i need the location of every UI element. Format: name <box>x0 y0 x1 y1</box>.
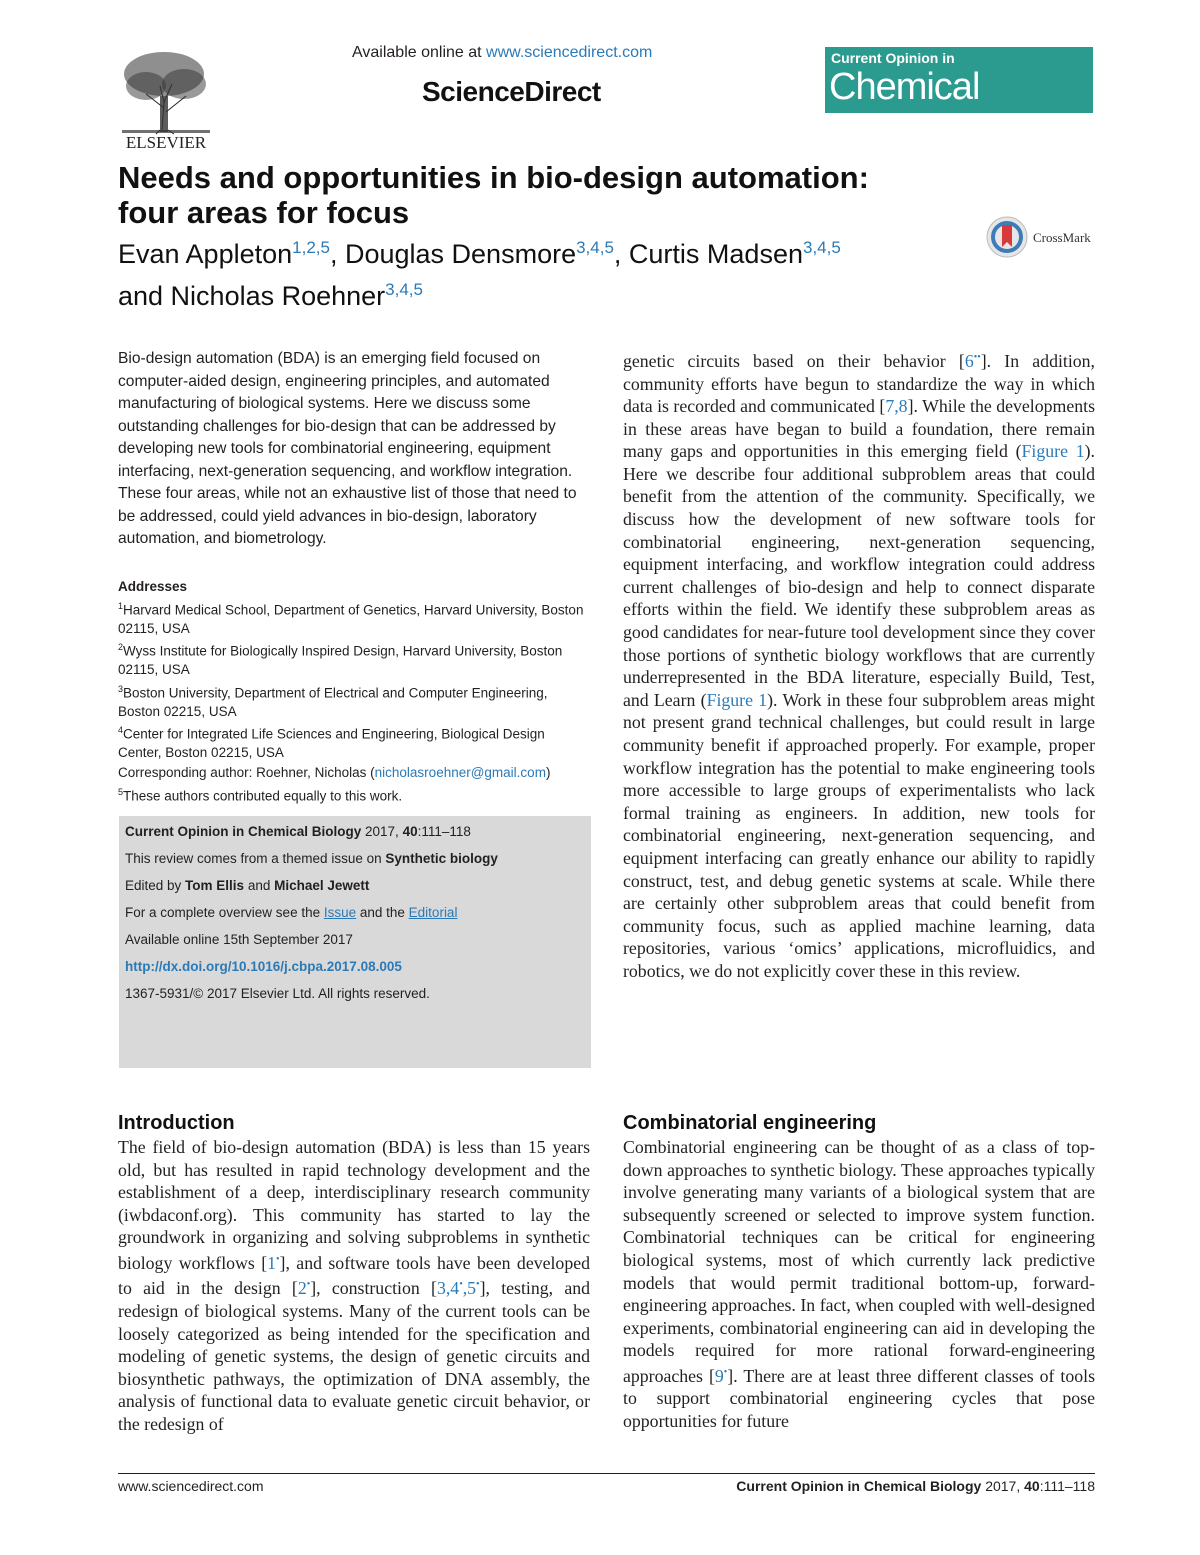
address-number: 2 <box>118 642 124 652</box>
corresponding-suffix: ) <box>545 765 551 780</box>
info-overview-and: and the <box>356 905 409 920</box>
author-affiliation[interactable]: 3,4,5 <box>385 280 423 299</box>
available-online-line <box>352 44 652 62</box>
reference-link[interactable]: 6 <box>964 350 974 371</box>
address-number: 4 <box>118 725 124 735</box>
author-name: Douglas Densmore <box>344 239 577 269</box>
address-item <box>118 680 592 722</box>
available-prefix: Available online at <box>352 44 487 61</box>
info-edited-and: and <box>244 878 275 893</box>
editorial-link[interactable]: Editorial <box>408 905 458 920</box>
footer-journal: Current Opinion in Chemical Biology <box>736 1478 982 1494</box>
reference-mark: • <box>306 1279 311 1291</box>
article-title <box>118 160 938 230</box>
info-available-online: Available online 15th September 2017 <box>125 932 353 947</box>
reference-mark: • <box>476 1279 480 1291</box>
title-line-2: four areas for focus <box>118 195 410 230</box>
address-item <box>118 597 592 639</box>
text-run: ], and software tools have been developed to aid in the design [ <box>118 1252 590 1299</box>
info-journal-line <box>125 824 471 839</box>
info-edited-prefix: Edited by <box>125 878 186 893</box>
author-affiliation[interactable]: 1,2,5 <box>292 238 330 257</box>
author-name: Curtis Madsen <box>628 239 803 269</box>
crossmark-icon <box>985 215 1033 260</box>
addresses <box>118 578 592 763</box>
reference-link[interactable]: 2 <box>297 1278 307 1299</box>
author-name: and Nicholas Roehner <box>118 281 386 311</box>
info-volume: 40 <box>402 824 418 839</box>
text-run: ], testing, and redesign of biological systems. Many of the current tools can be loosely categorized as being intended for the specification and modeling of genetic systems, the design of genetic circuits and biosynthetic pathways, the optimization of DNA assembly, the analysis of functional data to evaluate genetic circuit behavior, or the redesign of <box>118 1278 591 1434</box>
text-run: genetic circuits based on their behavior [ <box>623 350 965 371</box>
sciencedirect-url-link[interactable]: www.sciencedirect.com <box>486 44 653 61</box>
info-pages: :111–118 <box>417 824 471 839</box>
footer-pages: :111–118 <box>1039 1478 1095 1494</box>
info-themed-prefix: This review comes from a themed issue on <box>125 851 386 866</box>
info-overview-prefix: For a complete overview see the <box>125 905 324 920</box>
reference-link[interactable]: 7,8 <box>885 396 908 417</box>
footer-divider <box>118 1473 1095 1474</box>
section-heading-combinatorial: Combinatorial engineering <box>623 1112 877 1134</box>
reference-link[interactable]: 1 <box>267 1252 277 1273</box>
text-run: ). Here we describe four additional subproblem areas that could benefit from the attention of the community. Specifically, we discuss how the development of new software tools for combinatorial engineering, next-generation sequencing, equipment interfacing, and workflow integration could address current challenges of bio-design and help to connect disparate efforts within the field. We identify these subproblem areas as good candidates for near-future tool development since they cover those portions of synthetic biology workflows that are currently underrepresented in the BDA literature, especially Build, Test, and Learn ( <box>623 441 1095 710</box>
reference-link[interactable]: 9 <box>714 1365 724 1386</box>
figure-link[interactable]: Figure 1 <box>1021 441 1085 462</box>
body-paragraph-continued <box>623 347 1095 983</box>
journal-logo <box>825 47 1093 151</box>
article-info-box <box>119 816 591 1068</box>
info-year: 2017, <box>361 824 403 839</box>
footer-volume: 40 <box>1024 1478 1040 1494</box>
combinatorial-paragraph <box>623 1136 1095 1433</box>
elsevier-tree-icon <box>116 46 216 152</box>
author-affiliation[interactable]: 3,4,5 <box>576 238 614 257</box>
address-item <box>118 721 592 763</box>
footer-citation <box>713 1478 1095 1494</box>
address-text: Wyss Institute for Biologically Inspired Design, Harvard University, Boston 02115, USA <box>118 643 563 677</box>
author-list <box>118 230 978 314</box>
sciencedirect-wordmark: ScienceDirect <box>422 76 601 107</box>
address-text: Boston University, Department of Electrical and Computer Engineering, Boston 02215, USA <box>118 685 548 719</box>
crossmark-label: CrossMark <box>1033 230 1091 245</box>
info-editors-line <box>125 878 369 893</box>
text-run: Combinatorial engineering can be thought of as a class of top-down approaches to synthetic biology. These approaches typically involve generating many variants of a biological system that are subsequently screened or selected to improve system function. Combinatorial techniques can be critical for engineering biological systems, most of which currently lack predictive models that would permit traditional bottom-up, forward-engineering approaches. In fact, when coupled with well-designed experiments, combinatorial engineering can aid in developing the models required for more rational forward-engineering approaches [ <box>623 1137 1095 1386</box>
footer-url[interactable]: www.sciencedirect.com <box>118 1478 264 1494</box>
equal-contribution-number: 5 <box>118 786 124 797</box>
reference-mark: •• <box>973 352 981 363</box>
info-editor: Tom Ellis <box>185 878 245 893</box>
journal-logo-bottom: Chemical Biology <box>829 66 980 151</box>
reference-mark: • <box>276 1253 280 1265</box>
address-number: 3 <box>118 683 124 694</box>
addresses-heading: Addresses <box>118 579 188 594</box>
info-themed-issue: Synthetic biology <box>385 851 498 866</box>
info-overview-line <box>125 905 457 920</box>
info-copyright: 1367-5931/© 2017 Elsevier Ltd. All rights reserved. <box>125 986 430 1001</box>
introduction-paragraph <box>118 1136 590 1436</box>
equal-contribution-text: These authors contributed equally to this work. <box>123 788 403 803</box>
address-text: Harvard Medical School, Department of Genetics, Harvard University, Boston 02115, USA <box>118 602 584 636</box>
address-item <box>118 638 592 680</box>
address-text: Center for Integrated Life Sciences and Engineering, Biological Design Center, Boston 02215, USA <box>118 726 545 760</box>
reference-mark: • <box>459 1279 463 1291</box>
text-run: ]. In addition, community efforts have begun to standardize the way in which data is recorded and communicated [ <box>623 350 1096 417</box>
text-run: ]. There are at least three different classes of tools to support combinatorial engineering cycles that pose opportunities for future <box>623 1365 1096 1432</box>
address-number: 1 <box>118 600 124 611</box>
text-run: The field of bio-design automation (BDA) is less than 15 years old, but has resulted in rapid technology development and the establishment of a deep, interdisciplinary research community (iwbdaconf.org). This community has started to lay the groundwork in organizing and solving subproblems in synthetic biology workflows [ <box>118 1137 590 1273</box>
info-themed-line <box>125 851 498 866</box>
text-run: ]. While the developments in these areas have began to build a foundation, there remain many gaps and opportunities in this emerging field ( <box>623 396 1095 462</box>
text-run: ). Work in these four subproblem areas might not present grand technical challenges, but could result in large community benefit if approached properly. For example, proper workflow integration has the potential to make engineering tools more accessible to large groups of experimentalists who lack formal training as engineers. In addition, new tools for combinatorial engineering, next-generation sequencing, and equipment interfacing can greatly enhance our ability to rapidly construct, test, and debug genetic systems at scale. While there are certainly other subproblem areas that could benefit from community focus, such as applied machine learning, data repositories, various ‘omics’ applications, microfluidics, and robotics, we do not explicitly cover these in this review. <box>623 689 1095 981</box>
reference-mark: • <box>723 1366 728 1378</box>
corresponding-author <box>118 764 598 806</box>
info-editor: Michael Jewett <box>274 878 370 893</box>
abstract: Bio-design automation (BDA) is an emerging field focused on computer-aided design, engineering principles, and automated manufacturing of biological systems. Here we discuss some outstanding challenges for bio-design that can be addressed by developing new tools for combinatorial engineering, equipment interfacing, next-generation sequencing, and workflow integration. These four areas, while not an exhaustive list of those that need to be addressed, could yield advances in bio-design, laboratory automation, and biometrology. <box>118 350 577 547</box>
issue-link[interactable]: Issue <box>323 905 357 920</box>
author-name: Evan Appleton <box>118 239 293 269</box>
journal-logo-top: Current Opinion in <box>831 50 955 66</box>
elsevier-logo <box>116 46 216 152</box>
author-affiliation[interactable]: 3,4,5 <box>803 238 841 257</box>
reference-link[interactable]: 3,4 <box>436 1278 460 1299</box>
corresponding-email-link[interactable]: nicholasroehner@gmail.com <box>374 765 546 780</box>
reference-link[interactable]: ,5 <box>462 1278 477 1299</box>
info-journal: Current Opinion in Chemical Biology <box>125 824 362 839</box>
author-sep: , <box>329 239 345 269</box>
footer-year: 2017, <box>981 1478 1025 1494</box>
figure-link[interactable]: Figure 1 <box>706 689 768 710</box>
doi-link[interactable]: http://dx.doi.org/10.1016/j.cbpa.2017.08.005 <box>125 959 402 974</box>
author-sep: , <box>613 239 629 269</box>
text-run: ], construction [ <box>310 1278 437 1299</box>
svg-text:ELSEVIER: ELSEVIER <box>125 133 207 152</box>
corresponding-prefix: Corresponding author: Roehner, Nicholas ( <box>118 765 375 780</box>
section-heading-introduction: Introduction <box>118 1112 235 1134</box>
title-line-1: Needs and opportunities in bio-design automation: <box>118 160 869 195</box>
